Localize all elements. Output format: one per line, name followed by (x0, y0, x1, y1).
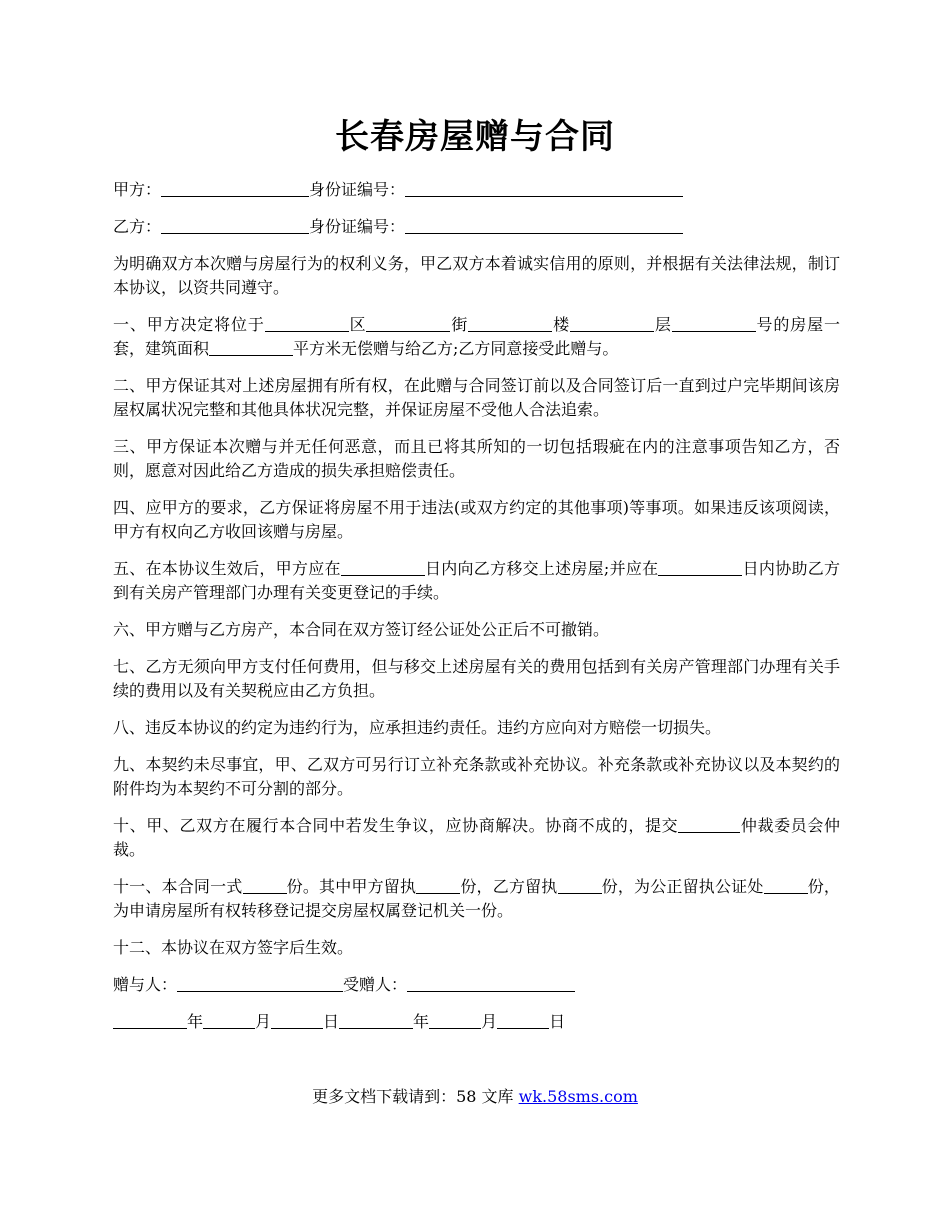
clause-12: 十二、本协议在双方签字后生效。 (113, 938, 354, 957)
party-b-id-label: 身份证编号： (309, 217, 406, 236)
clause-5 (113, 557, 840, 605)
clause-11-text-a: 十一、本合同一式 (113, 877, 243, 896)
handover-days-blank (341, 559, 425, 576)
party-a-label: 甲方： (113, 180, 162, 199)
party-a-id-label: 身份证编号： (309, 180, 406, 199)
copies-notary-blank (764, 877, 808, 894)
clause-1-text-e: 层 (653, 315, 672, 334)
signature-line (113, 973, 840, 997)
clause-6: 六、甲方赠与乙方房产，本合同在双方签订经公证处公正后不可撤销。 (113, 620, 610, 639)
party-b-label: 乙方： (113, 217, 162, 236)
area-blank (209, 339, 293, 356)
party-a-blank (161, 180, 309, 197)
clause-1-text-c: 街 (450, 315, 469, 334)
copies-total-blank (243, 877, 287, 894)
donee-label: 受赠人： (343, 975, 408, 994)
district-blank (265, 315, 349, 332)
registration-days-blank (658, 559, 742, 576)
party-a-id-blank (405, 180, 683, 197)
clause-9: 九、本契约未尽事宜，甲、乙双方可另行订立补充条款或补充协议。补充条款或补充协议以及本契约的附件均为本契约不可分割的部分。 (113, 755, 840, 798)
party-b-id-blank (405, 217, 683, 234)
copies-party-b-blank (558, 877, 602, 894)
arbitration-blank (678, 816, 740, 833)
donor-label: 赠与人： (113, 975, 178, 994)
footer (0, 1085, 950, 1109)
contract-body (113, 178, 840, 1047)
intro-paragraph: 为明确双方本次赠与房屋行为的权利义务，甲乙双方本着诚实信用的原则，并根据有关法律法规，制订本协议，以资共同遵守。 (113, 254, 840, 297)
clause-7: 七、乙方无须向甲方支付任何费用，但与移交上述房屋有关的费用包括到有关房产管理部门办理有关手续的费用以及有关契税应由乙方负担。 (113, 657, 840, 700)
donee-day-blank (497, 1012, 549, 1029)
donor-signature-blank (177, 975, 343, 992)
donor-month-label: 月 (255, 1012, 272, 1031)
clause-1 (113, 313, 840, 361)
clause-11 (113, 875, 840, 923)
clause-1-text-f: 号的房屋一套，建筑面积 (113, 315, 840, 358)
donor-year-label: 年 (187, 1012, 204, 1031)
party-b-blank (161, 217, 309, 234)
donor-day-blank (271, 1012, 323, 1029)
donee-signature-blank (407, 975, 575, 992)
donee-year-label: 年 (413, 1012, 430, 1031)
clause-5-text-c: 日内协助乙方到有关房产管理部门办理有关变更登记的手续。 (113, 559, 840, 602)
donee-year-blank (339, 1012, 413, 1029)
donee-day-label: 日 (549, 1012, 566, 1031)
footer-text: 更多文档下载请到：58 文库 (312, 1087, 519, 1106)
clause-1-text-b: 区 (348, 315, 367, 334)
clause-5-text-a: 五、在本协议生效后，甲方应在 (113, 559, 341, 578)
copies-party-a-blank (416, 877, 460, 894)
clause-1-text-d: 楼 (552, 315, 570, 334)
clause-2: 二、甲方保证其对上述房屋拥有所有权，在此赠与合同签订前以及合同签订后一直到过户完毕期间该房屋权属状况完整和其他具体状况完整，并保证房屋不受他人合法追索。 (113, 376, 840, 419)
clause-11-text-b: 份。其中甲方留执 (286, 877, 417, 896)
donor-month-blank (203, 1012, 255, 1029)
donee-month-blank (429, 1012, 481, 1029)
floor-blank (570, 315, 654, 332)
clause-5-text-b: 日内向乙方移交上述房屋;并应在 (424, 559, 659, 578)
building-blank (468, 315, 552, 332)
document-title: 长春房屋赠与合同 (335, 117, 615, 157)
unit-number-blank (672, 315, 756, 332)
clause-11-text-e: 份，为申请房屋所有权转移登记提交房屋权属登记机关一份。 (113, 877, 840, 920)
clause-4: 四、应甲方的要求，乙方保证将房屋不用于违法(或双方约定的其他事项)等事项。如果违反该项阅读，甲方有权向乙方收回该赠与房屋。 (113, 498, 840, 541)
clause-1-text-g: 平方米无偿赠与给乙方;乙方同意接受此赠与。 (293, 339, 619, 358)
clause-11-text-c: 份，乙方留执 (460, 877, 558, 896)
clause-10-text-a: 十、甲、乙双方在履行本合同中若发生争议，应协商解决。协商不成的，提交 (113, 816, 679, 835)
footer-link[interactable]: wk.58sms.com (518, 1087, 638, 1106)
clause-8: 八、违反本协议的约定为违约行为，应承担违约责任。违约方应向对方赔偿一切损失。 (113, 718, 722, 737)
clause-11-text-d: 份，为公正留执公证处 (601, 877, 764, 896)
donor-day-label: 日 (323, 1012, 340, 1031)
donee-month-label: 月 (481, 1012, 498, 1031)
clause-3: 三、甲方保证本次赠与并无任何恶意，而且已将其所知的一切包括瑕疵在内的注意事项告知乙方，否则，愿意对因此给乙方造成的损失承担赔偿责任。 (113, 437, 840, 480)
clause-10 (113, 814, 840, 862)
clause-10-text-b: 仲裁委员会仲裁。 (113, 816, 840, 859)
date-line (113, 1010, 840, 1034)
street-blank (366, 315, 450, 332)
party-b-line (113, 215, 840, 239)
donor-year-blank (113, 1012, 187, 1029)
party-a-line (113, 178, 840, 202)
clause-1-text-a: 一、甲方决定将位于 (113, 315, 265, 334)
